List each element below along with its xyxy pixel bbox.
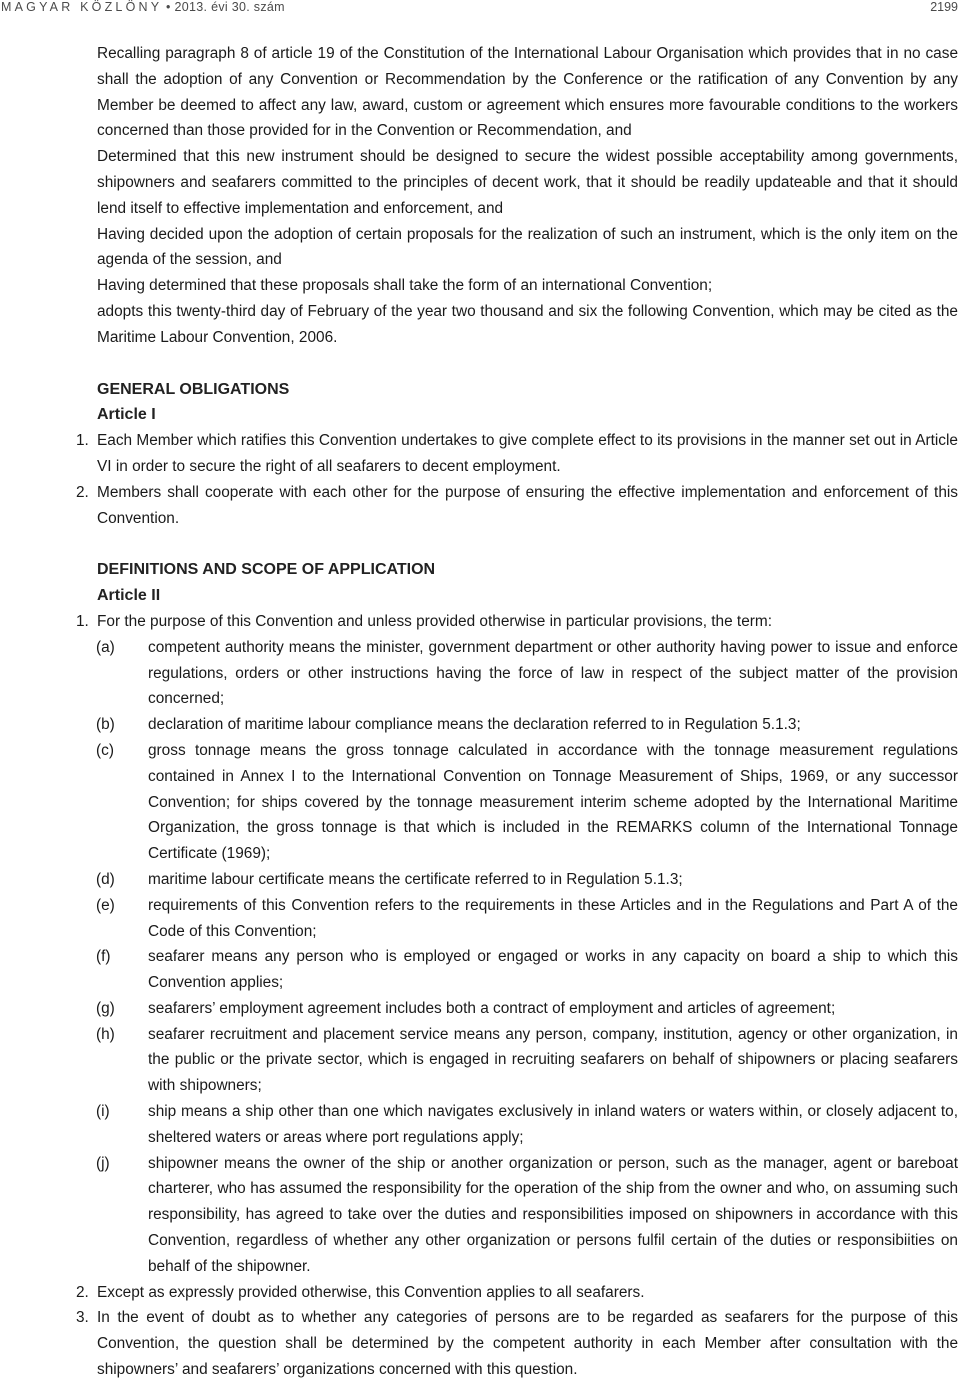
item-text: Members shall cooperate with each other for the purpose of ensuring the effective implementation and enforcement of this Convention. xyxy=(97,483,958,527)
definition-text: competent authority means the minister, government department or other authority having power to issue and enforce regulations, orders or other instructions having the force of law in respect of the subject matter of the provision concerned; xyxy=(148,638,958,708)
definition-letter: (b) xyxy=(96,716,115,734)
numbered-item xyxy=(0,428,960,480)
definition-item xyxy=(0,1151,960,1280)
definition-text: seafarers’ employment agreement includes both a contract of employment and articles of agreement; xyxy=(148,999,836,1017)
item-number: 1. xyxy=(76,612,89,630)
item-number: 2. xyxy=(76,483,89,501)
definition-item xyxy=(0,944,960,996)
definition-letter: (f) xyxy=(96,948,111,966)
preamble-paragraph: Having determined that these proposals shall take the form of an international Convention; xyxy=(97,277,713,295)
definition-text: seafarer means any person who is employed or engaged or works in any capacity on board a ship to which this Convention applies; xyxy=(148,948,958,992)
spacer xyxy=(0,531,960,557)
section-heading: GENERAL OBLIGATIONS xyxy=(97,380,290,398)
definition-letter: (g) xyxy=(96,999,115,1017)
item-text: Except as expressly provided otherwise, this Convention applies to all seafarers. xyxy=(97,1283,645,1301)
item-number: 3. xyxy=(76,1309,89,1327)
definition-item xyxy=(0,1099,960,1151)
preamble-paragraph: Having decided upon the adoption of certain proposals for the realization of such an instrument, which is the only item on the agenda of the session, and xyxy=(97,225,958,269)
definition-letter: (e) xyxy=(96,896,115,914)
numbered-item xyxy=(0,1280,960,1306)
item-text: Each Member which ratifies this Convention undertakes to give complete effect to its provisions in the manner set out in Article VI in order to secure the right of all seafarers to decent employment. xyxy=(97,432,958,475)
item-text: In the event of doubt as to whether any categories of persons are to be regarded as seafarers for the purpose of this Convention, the question shall be determined by the competent authority in each Member after consultation with the shipowners’ and seafarers’ organizations concerned with this question. xyxy=(97,1309,958,1379)
definition-letter: (i) xyxy=(96,1103,110,1121)
item-number: 2. xyxy=(76,1283,89,1301)
definition-letter: (j) xyxy=(96,1154,110,1172)
bullet-separator: • xyxy=(166,0,171,14)
definition-text: gross tonnage means the gross tonnage calculated in accordance with the tonnage measurement regulations contained in Annex I to the International Convention on Tonnage Measurement of Ships, 1969, or any successor Convention; for ships covered by the tonnage measurement interim scheme adopted by the International Maritime Organization, the gross tonnage is that which is included in the REMARKS column of the International Tonnage Certificate (1969); xyxy=(148,741,958,863)
definition-letter: (h) xyxy=(96,1025,115,1043)
definition-letter: (c) xyxy=(96,741,114,759)
definition-letter: (a) xyxy=(96,638,115,656)
definition-item xyxy=(0,996,960,1022)
item-number: 1. xyxy=(76,432,89,450)
definition-item xyxy=(0,867,960,893)
page-number: 2199 xyxy=(930,0,958,14)
numbered-item xyxy=(0,480,960,532)
section-heading: DEFINITIONS AND SCOPE OF APPLICATION xyxy=(97,561,436,579)
document-body xyxy=(0,41,960,1383)
item-text: For the purpose of this Convention and unless provided otherwise in particular provisions, the term: xyxy=(97,612,772,630)
spacer xyxy=(0,351,960,377)
preamble-paragraph: Recalling paragraph 8 of article 19 of the Constitution of the International Labour Organisation which provides that in no case shall the adoption of any Convention or Recommendation by the Conference or the ratification of any Convention by any Member be deemed to affect any law, award, custom or agreement which ensures more favourable conditions to the workers concerned than those provided for in the Convention or Recommendation, and xyxy=(97,45,958,140)
definition-text: ship means a ship other than one which navigates exclusively in inland waters or waters within, or closely adjacent to, sheltered waters or areas where port regulations apply; xyxy=(148,1103,958,1146)
definition-text: declaration of maritime labour compliance means the declaration referred to in Regulation 5.1.3; xyxy=(148,716,801,734)
definition-letter: (d) xyxy=(96,870,115,888)
article-heading: Article II xyxy=(97,587,161,605)
definition-item xyxy=(0,738,960,867)
definition-text: seafarer recruitment and placement service means any person, company, institution, agency or other organization, in the public or the private sector, which is engaged in recruiting seafarers on behalf of shipowners or placing seafarers with shipowners; xyxy=(148,1025,958,1095)
numbered-item xyxy=(0,1305,960,1382)
running-head xyxy=(1,0,285,14)
page-header xyxy=(0,0,960,16)
definition-item xyxy=(0,712,960,738)
definition-text: shipowner means the owner of the ship or another organization or person, such as the manager, agent or bareboat charterer, who has assumed the responsibility for the operation of the ship from the owner and who, on assuming such responsibility, has agreed to take over the duties and responsibilities imposed on shipowners in accordance with this Convention, regardless of whether any other organization or persons fulfil certain of the duties or responsibiities on behalf of the shipowner. xyxy=(148,1154,958,1275)
journal-title: MAGYAR KÖZLÖNY xyxy=(1,0,163,14)
definition-item xyxy=(0,893,960,945)
definition-item xyxy=(0,635,960,712)
preamble-paragraph: adopts this twenty-third day of February of the year two thousand and six the following Convention, which may be cited as the Maritime Labour Convention, 2006. xyxy=(97,302,958,346)
numbered-item xyxy=(0,609,960,635)
article-heading: Article I xyxy=(97,406,156,424)
definition-text: maritime labour certificate means the certificate referred to in Regulation 5.1.3; xyxy=(148,870,683,888)
preamble-paragraph: Determined that this new instrument should be designed to secure the widest possible acceptability among governments, shipowners and seafarers committed to the principles of decent work, that it should be readily updateable and that it should lend itself to effective implementation and enforcement, and xyxy=(97,148,958,217)
issue-label: 2013. évi 30. szám xyxy=(174,0,285,14)
definition-item xyxy=(0,1022,960,1099)
definition-text: requirements of this Convention refers to the requirements in these Articles and in the Regulations and Part A of the Code of this Convention; xyxy=(148,896,958,940)
